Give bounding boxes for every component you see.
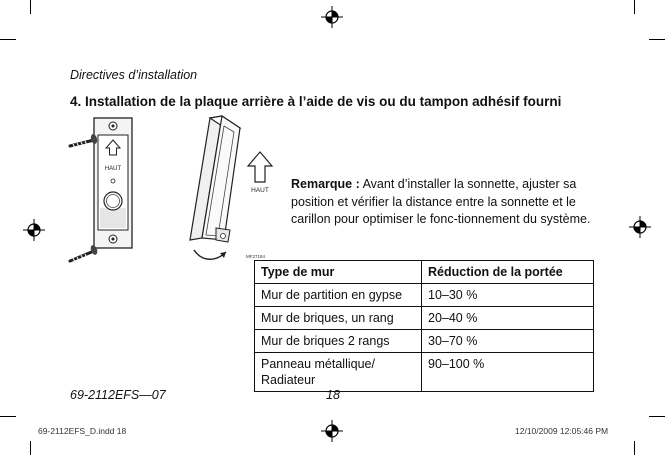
table-row bbox=[255, 284, 594, 307]
doc-number: 69-2112EFS—07 bbox=[70, 388, 166, 402]
table-cell: 20–40 % bbox=[422, 307, 594, 330]
registration-mark-icon bbox=[629, 216, 651, 238]
crop-mark bbox=[30, 441, 31, 455]
table-cell: 90–100 % bbox=[422, 353, 594, 392]
section-title: Directives d’installation bbox=[70, 68, 198, 82]
crop-mark bbox=[0, 416, 16, 417]
table-row bbox=[255, 353, 594, 392]
table-cell: Mur de partition en gypse bbox=[255, 284, 422, 307]
table-cell: 30–70 % bbox=[422, 330, 594, 353]
screw-icon bbox=[70, 244, 99, 262]
crop-mark bbox=[0, 39, 16, 40]
back-plate-illustration bbox=[64, 113, 154, 273]
registration-mark-icon bbox=[23, 219, 45, 241]
remark-label: Remarque : bbox=[291, 177, 360, 191]
column-header: Réduction de la portée bbox=[422, 261, 594, 284]
column-header: Type de mur bbox=[255, 261, 422, 284]
registration-mark-icon bbox=[321, 6, 343, 28]
slug-file: 69-2112EFS_D.indd 18 bbox=[38, 426, 127, 436]
crop-mark bbox=[649, 416, 665, 417]
page-number: 18 bbox=[326, 388, 340, 402]
wall-range-table bbox=[254, 260, 594, 392]
doorbell-side-illustration bbox=[180, 110, 250, 270]
figure-code: MF27184 bbox=[246, 254, 266, 259]
remark-note bbox=[291, 176, 591, 229]
table-cell: Mur de briques, un rang bbox=[255, 307, 422, 330]
crop-mark bbox=[649, 39, 665, 40]
crop-mark bbox=[634, 441, 635, 455]
slug-timestamp: 12/10/2009 12:05:46 PM bbox=[515, 426, 609, 436]
table-cell: 10–30 % bbox=[422, 284, 594, 307]
up-arrow-icon bbox=[245, 150, 275, 200]
haut-arrow-label: HAUT bbox=[251, 187, 269, 194]
table-row bbox=[255, 307, 594, 330]
crop-mark bbox=[30, 0, 31, 14]
table-header-row bbox=[255, 261, 594, 284]
crop-mark bbox=[634, 0, 635, 14]
table-cell: Panneau métallique/ Radiateur bbox=[255, 353, 422, 392]
remark-text: Avant d’installer la sonnette, ajuster sa position et vérifier la distance entre la sonnette et le carillon pour optimiser le fonc-tionnement du système. bbox=[291, 177, 591, 226]
registration-mark-icon bbox=[321, 420, 343, 442]
step-heading: 4. Installation de la plaque arrière à l’aide de vis ou du tampon adhésif fourni bbox=[70, 94, 562, 109]
table-cell: Mur de briques 2 rangs bbox=[255, 330, 422, 353]
haut-plate-label: HAUT bbox=[104, 166, 122, 172]
table-row bbox=[255, 330, 594, 353]
